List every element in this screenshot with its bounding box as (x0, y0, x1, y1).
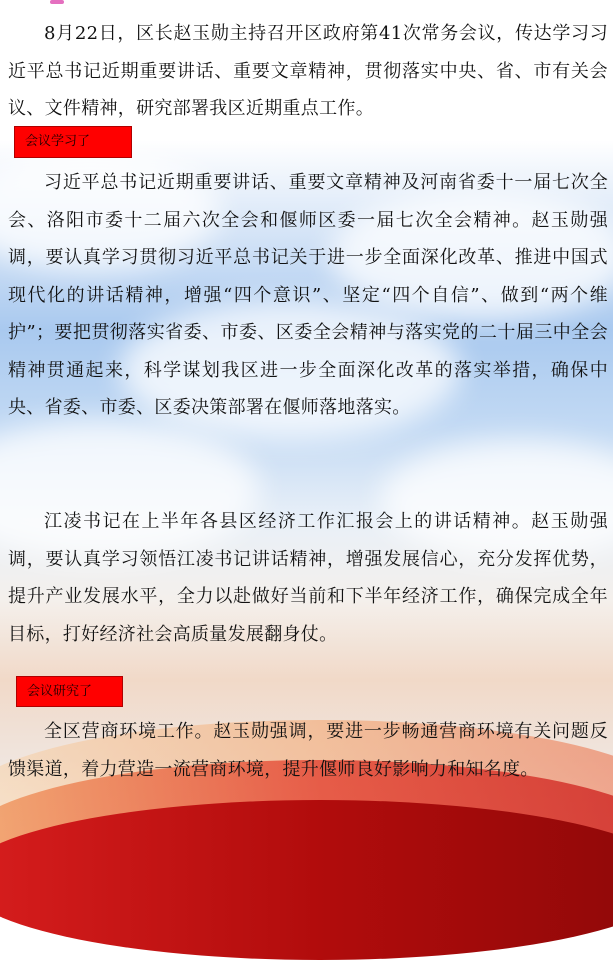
top-accent-mark (50, 0, 64, 4)
paragraph-research-1: 全区营商环境工作。赵玉勋强调，要进一步畅通营商环境有关问题反馈渠道，着力营造一流营商环境，提升偃师良好影响力和知名度。 (8, 721, 608, 780)
paragraph-intro: 8月22日，区长赵玉勋主持召开区政府第41次常务会议，传达学习习近平总书记近期重要讲话、重要文章精神，贯彻落实中央、省、市有关会议、文件精神，研究部署我区近期重点工作。 (8, 23, 608, 119)
paragraph-study-2: 江凌书记在上半年各县区经济工作汇报会上的讲话精神。赵玉勋强调，要认真学习领悟江凌书记讲话精神，增强发展信心，充分发挥优势，提升产业发展水平，全力以赴做好当前和下半年经济工作，确保完成全年目标，打好经济社会高质量发展翻身仗。 (8, 511, 608, 645)
section-tag-study: 会议学习了 (14, 126, 132, 158)
section-tag-research: 会议研究了 (16, 676, 123, 707)
paragraph-study-1: 习近平总书记近期重要讲话、重要文章精神及河南省委十一届七次全会、洛阳市委十二届六次全会和偃师区委一届七次全会精神。赵玉勋强调，要认真学习贯彻习近平总书记关于进一步全面深化改革、推进中国式现代化的讲话精神，增强“四个意识”、坚定“四个自信”、做到“两个维护”；要把贯彻落实省委、市委、区委全会精神与落实党的二十届三中全会精神贯通起来，科学谋划我区进一步全面深化改革的落实举措，确保中央、省委、市委、区委决策部署在偃师落地落实。 (8, 172, 608, 418)
